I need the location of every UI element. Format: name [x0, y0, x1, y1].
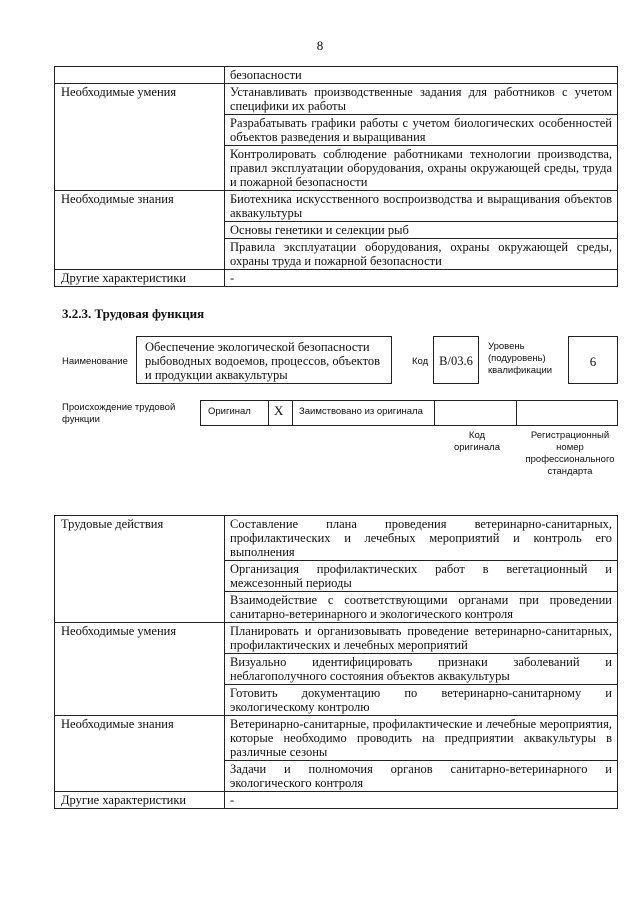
- row-text: Правила эксплуатации оборудования, охраны окружающей среды, охраны труда и пожарной безопасности: [225, 239, 618, 270]
- row-text: Ветеринарно-санитарные, профилактические и лечебные мероприятия, которые необходимо проводить на предприятии аквакультуры в различные сезоны: [225, 716, 618, 761]
- code-label: Код: [412, 356, 429, 367]
- row-text: Биотехника искусственного воспроизводства и выращивания объектов аквакультуры: [225, 191, 618, 222]
- row-text: -: [225, 792, 618, 809]
- table-row: [55, 84, 618, 115]
- table-row: [55, 516, 618, 561]
- origin-divider: [292, 400, 293, 426]
- code-value: B/03.6: [439, 354, 473, 368]
- row-label: [55, 67, 225, 84]
- row-text: -: [225, 270, 618, 287]
- level-value-box: [568, 336, 618, 384]
- row-label-skills: Необходимые умения: [55, 84, 225, 191]
- borrowed-label: Заимствовано из оригинала: [299, 406, 423, 417]
- level-label: Уровень (подуровень) квалификации: [488, 341, 553, 376]
- reg-number-label: Регистрационный номер профессионального стандарта: [525, 430, 615, 477]
- section-title: 3.2.3. Трудовая функция: [62, 306, 205, 321]
- row-text: Визуально идентифицировать признаки заболеваний и неблагополучного состояния объектов аквакультуры: [225, 654, 618, 685]
- row-label-actions: Трудовые действия: [55, 516, 225, 623]
- row-text: Планировать и организовывать проведение ветеринарно-санитарных, профилактических и лечебных мероприятий: [225, 623, 618, 654]
- row-text: Взаимодействие с соответствующими органами при проведении санитарно-ветеринарного и экологического контроля: [225, 592, 618, 623]
- page-number: 8: [316, 38, 324, 53]
- row-label-other: Другие характеристики: [55, 792, 225, 809]
- table-row: [55, 792, 618, 809]
- row-label-skills: Необходимые умения: [55, 623, 225, 716]
- code-value-box: [433, 336, 479, 384]
- skills-knowledge-table-continued: [54, 66, 618, 287]
- row-label-other: Другие характеристики: [55, 270, 225, 287]
- row-text: безопасности: [225, 67, 618, 84]
- table-row: [55, 623, 618, 654]
- row-label-knowledge: Необходимые знания: [55, 716, 225, 792]
- row-text: Готовить документацию по ветеринарно-санитарному и экологическому контролю: [225, 685, 618, 716]
- table-row: [55, 191, 618, 222]
- labor-function-table: [54, 515, 618, 809]
- row-label-knowledge: Необходимые знания: [55, 191, 225, 270]
- level-value: 6: [589, 354, 597, 369]
- row-text: Разрабатывать графики работы с учетом биологических особенностей объектов разведения и выращивания: [225, 115, 618, 146]
- row-text: Составление плана проведения ветеринарно-санитарных, профилактических и лечебных мероприятий и контроль его выполнения: [225, 516, 618, 561]
- row-text: Организация профилактических работ в вегетационный и межсезонный периоды: [225, 561, 618, 592]
- original-mark: X: [274, 403, 284, 418]
- original-label: Оригинал: [208, 406, 251, 417]
- origin-label: Происхождение трудовой функции: [62, 402, 176, 425]
- origin-divider: [434, 400, 435, 426]
- origin-divider: [516, 400, 517, 426]
- row-text: Основы генетики и селекции рыб: [225, 222, 618, 239]
- name-value-box: [136, 336, 392, 384]
- row-text: Устанавливать производственные задания для работников с учетом специфики их работы: [225, 84, 618, 115]
- row-text: Контролировать соблюдение работниками технологии производства, правил эксплуатации оборудования, охраны окружающей среды, труда и пожарной безопасности: [225, 146, 618, 191]
- table-row: [55, 270, 618, 287]
- table-row: [55, 67, 618, 84]
- row-text: Задачи и полномочия органов санитарно-ветеринарного и экологического контроля: [225, 761, 618, 792]
- function-name: Обеспечение экологической безопасности рыбоводных водоемов, процессов, объектов и продукции аквакультуры: [145, 340, 381, 382]
- name-label: Наименование: [62, 356, 128, 367]
- origin-divider: [268, 400, 269, 426]
- code-original-label: Код оригинала: [453, 430, 500, 453]
- table-row: [55, 716, 618, 761]
